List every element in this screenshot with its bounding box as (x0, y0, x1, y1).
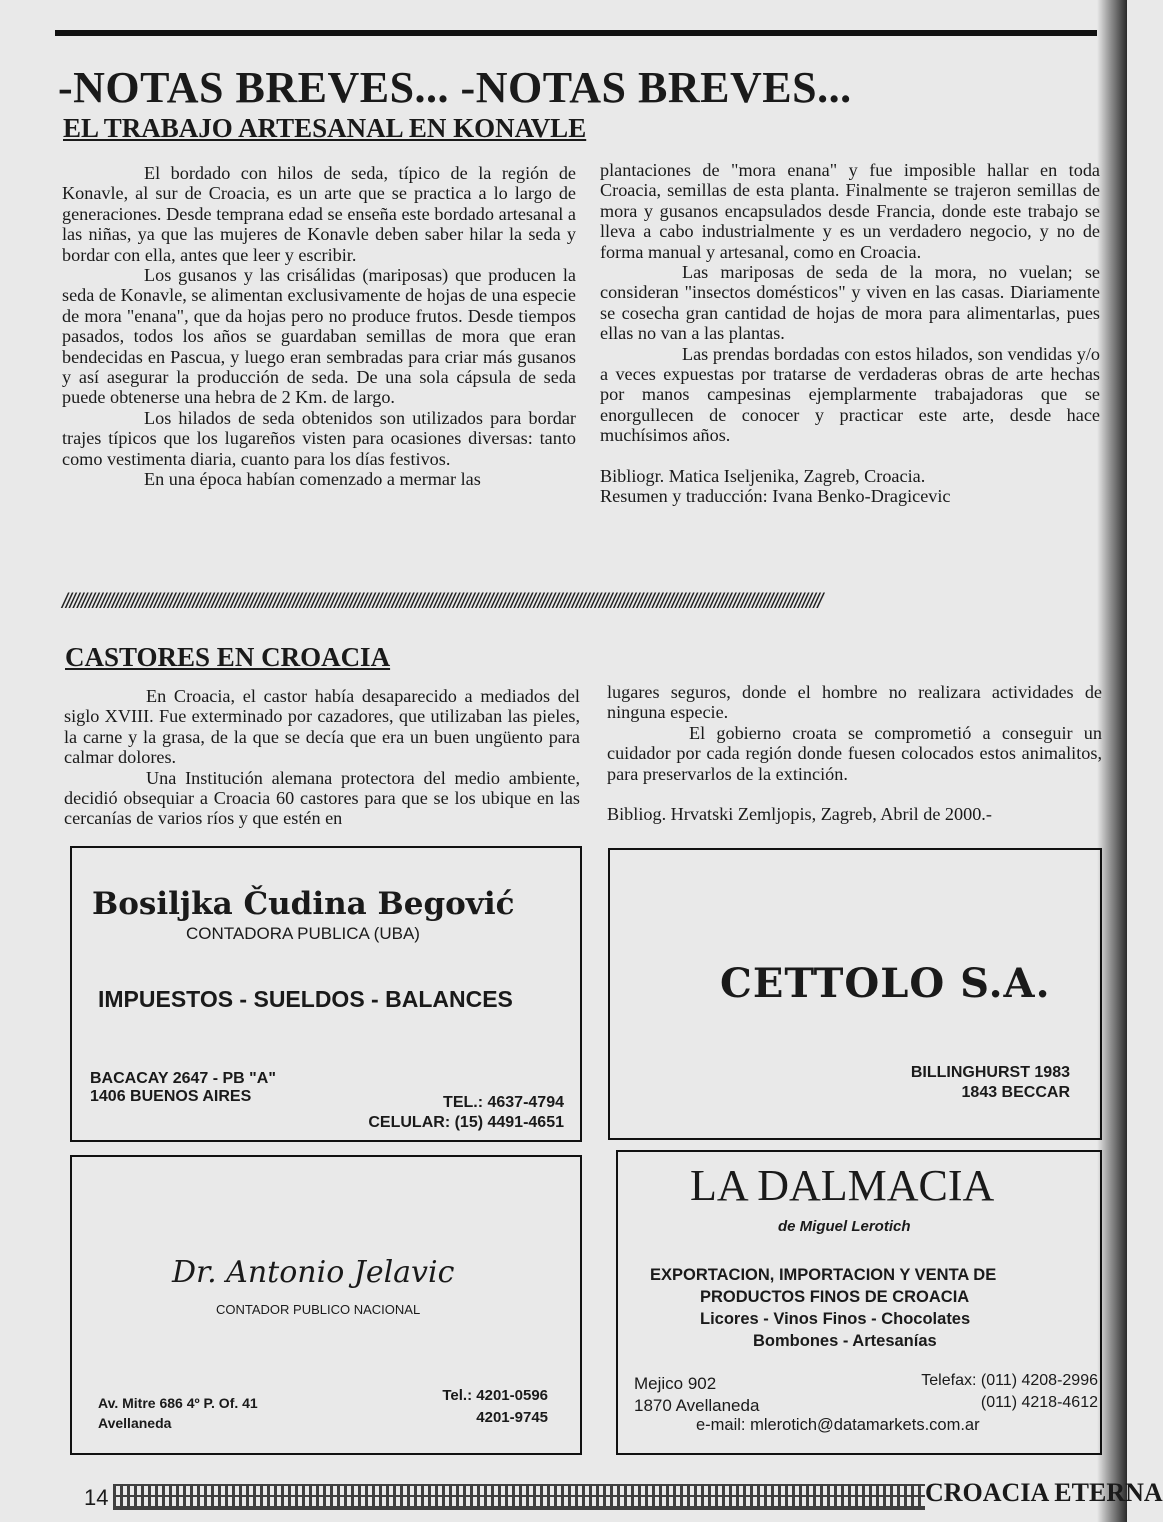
ad-dalmacia-telefax1: Telefax: (011) 4208-2996 (921, 1372, 1098, 1389)
ad-jelavic-name: Dr. Antonio Jelavic (172, 1255, 455, 1290)
ad-dalmacia-line4: Bombones - Artesanías (753, 1332, 937, 1350)
footer-decorative-border (113, 1484, 925, 1510)
ad-cettolo-address2: 1843 BECCAR (961, 1084, 1070, 1101)
ad-jelavic-address1: Av. Mitre 686 4º P. Of. 41 (98, 1395, 258, 1411)
paragraph: Las mariposas de seda de la mora, no vuelan; se consideran "insectos domésticos" y viven en las casas. Diariamente se cosecha gran cantidad de hojas de mora para alimentarlas, pues ellas no van a las plantas. (600, 262, 1100, 344)
ad-cettolo (608, 848, 1102, 1140)
ad-dalmacia-line3: Licores - Vinos Finos - Chocolates (700, 1310, 971, 1328)
ad-dalmacia-name: LA DALMACIA (690, 1161, 995, 1210)
ad-begovic-cel: CELULAR: (15) 4491-4651 (368, 1114, 564, 1131)
article-castores-left-column (64, 686, 580, 829)
ad-begovic-address2: 1406 BUENOS AIRES (90, 1088, 252, 1105)
section-banner: -NOTAS BREVES... -NOTAS BREVES... (58, 63, 852, 112)
ad-dalmacia-email: e-mail: mlerotich@datamarkets.com.ar (696, 1416, 980, 1434)
article-title-konavle: EL TRABAJO ARTESANAL EN KONAVLE (63, 113, 587, 143)
ad-jelavic-tel2: 4201-9745 (476, 1409, 548, 1426)
article-konavle-right-column (600, 160, 1100, 507)
ad-begovic-address1: BACACAY 2647 - PB "A" (90, 1070, 276, 1087)
footer-brand: CROACIA ETERNA (925, 1478, 1163, 1507)
ad-dalmacia (616, 1150, 1102, 1455)
ad-begovic-subtitle: CONTADORA PUBLICA (UBA) (186, 924, 420, 943)
ad-begovic (70, 846, 582, 1142)
ad-cettolo-address1: BILLINGHURST 1983 (910, 1064, 1070, 1081)
bibliography: Bibliogr. Matica Iseljenika, Zagreb, Croacia. (600, 465, 926, 486)
paragraph: En Croacia, el castor había desaparecido a mediados del siglo XVIII. Fue exterminado por cazadores, que utilizaban las pieles, la carne y la grasa, de la que se decía que era un buen ungüento para calmar dolores. (64, 686, 580, 768)
top-rule (55, 30, 1100, 36)
paragraph: Las prendas bordadas con estos hilados, son vendidas y/o a veces expuestas por tratarse de verdaderas obras de arte hechas por manos campesinas ejemplarmente trabajadoras que se enorgullecen de conocer y practicar este arte, desde hace muchísimos años. (600, 343, 1100, 446)
ad-cettolo-logo: CETTOLO S.A. (720, 960, 1051, 1007)
paragraph: lugares seguros, donde el hombre no realizara actividades de ninguna especie. (607, 682, 1102, 723)
article-title-castores: CASTORES EN CROACIA (65, 642, 391, 672)
article-castores-right-column (607, 682, 1102, 824)
credits: Resumen y traducción: Ivana Benko-Dragicevic (600, 486, 951, 507)
paragraph: En una época habían comenzado a mermar las (144, 469, 481, 490)
ad-jelavic-subtitle: CONTADOR PUBLICO NACIONAL (216, 1302, 421, 1317)
paragraph: El gobierno croata se comprometió a conseguir un cuidador por cada región donde fuesen colocados estos animalitos, para preservarlos de la extinción. (607, 722, 1102, 784)
ad-dalmacia-telefax2: (011) 4218-4612 (980, 1394, 1098, 1411)
paragraph: plantaciones de "mora enana" y fue imposible hallar en toda Croacia, semillas de esta planta. Finalmente se trajeron semillas de mora y gusanos encapsulados desde Francia, donde este trabajo se lleva a cabo industrialmente y es un verdadero negocio, y no de forma manual y artesanal, como en Croacia. (600, 160, 1100, 262)
page-number: 14 (84, 1485, 109, 1510)
ad-dalmacia-address1: Mejico 902 (634, 1374, 717, 1393)
section-separator: ////////////////////////////////////////////////////////////////////////////////////////////////////////////////////////////////////////////////////////////////////////////////////////////////////// (62, 590, 822, 613)
ad-dalmacia-line2: PRODUCTOS FINOS DE CROACIA (700, 1288, 970, 1306)
ad-jelavic-tel1: Tel.: 4201-0596 (442, 1387, 548, 1404)
ad-jelavic-address2: Avellaneda (98, 1415, 172, 1431)
ad-begovic-services: IMPUESTOS - SUELDOS - BALANCES (98, 986, 513, 1012)
ad-dalmacia-line1: EXPORTACION, IMPORTACION Y VENTA DE (650, 1266, 997, 1284)
paragraph: El bordado con hilos de seda, típico de la región de Konavle, al sur de Croacia, es un arte que se practica a lo largo de generaciones. Desde temprana edad se enseña este bordado artesanal a las niñas, ya que las mujeres de Konavle deben saber hilar la seda y bordar con ella, antes que leer y escribir. (62, 163, 576, 265)
ad-dalmacia-owner: de Miguel Lerotich (778, 1218, 911, 1235)
bibliography: Bibliog. Hrvatski Zemljopis, Zagreb, Abril de 2000.- (607, 804, 992, 825)
paragraph: Los hilados de seda obtenidos son utilizados para bordar trajes típicos que los lugareños visten para ocasiones diversas: tanto como vestimenta diaria, cuanto para los días festivos. (62, 407, 576, 469)
article-konavle-left-column (62, 163, 576, 490)
ad-dalmacia-address2: 1870 Avellaneda (634, 1396, 760, 1415)
ad-begovic-tel: TEL.: 4637-4794 (443, 1094, 564, 1111)
paragraph: Los gusanos y las crisálidas (mariposas) que producen la seda de Konavle, se alimentan exclusivamente de hojas de una especie de mora "enana", que da hojas pero no produce frutos. Desde tiempos pasados, todos los años se guardaban semillas de mora que eran bendecidas en Pascua, y luego eran sembradas para criar más gusanos y así asegurar la producción de seda. De una sola cápsula de seda puede obtenerse una hebra de 2 Km. de largo. (62, 265, 576, 408)
ad-begovic-name: Bosiljka Čudina Begović (92, 886, 515, 922)
ad-jelavic (70, 1155, 582, 1455)
paragraph: Una Institución alemana protectora del medio ambiente, decidió obsequiar a Croacia 60 castores para que se los ubique en las cercanías de varios ríos y que estén en (64, 767, 580, 829)
